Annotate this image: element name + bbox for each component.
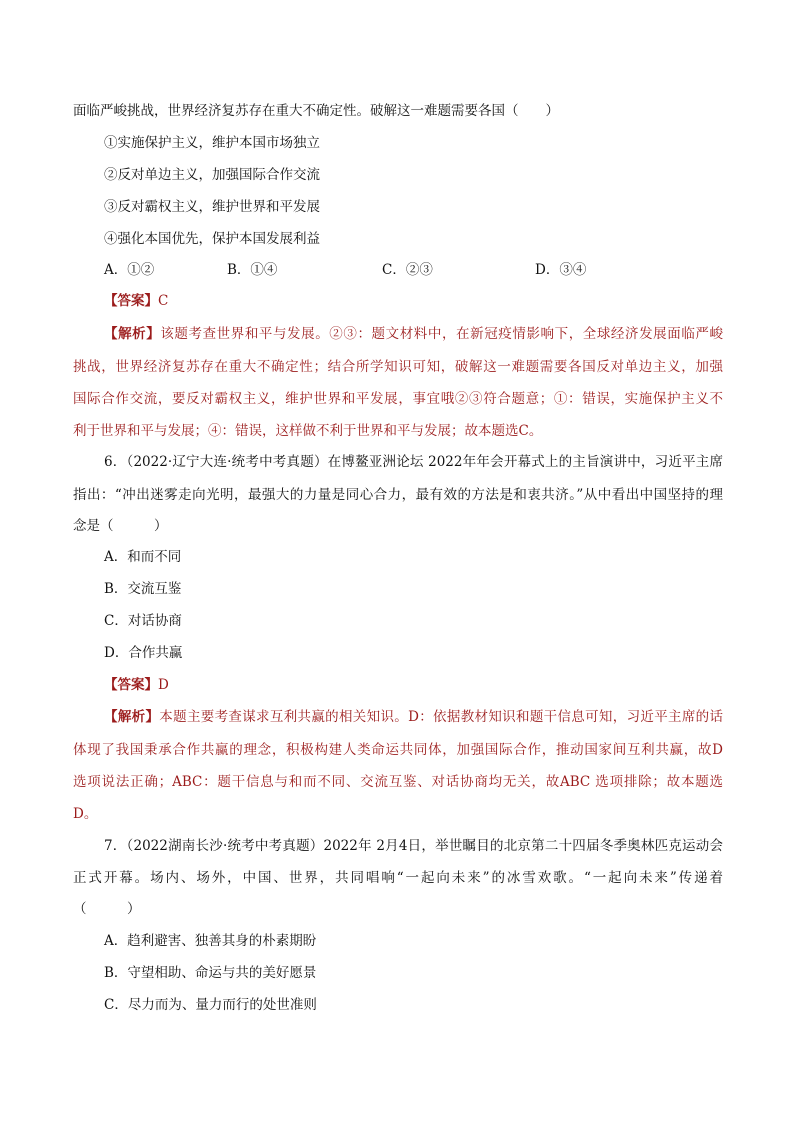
answer-tag: 【答案】 [104, 677, 158, 693]
q7-option-a: A．趋利避害、独善其身的朴素期盼 [104, 933, 317, 949]
q7-stem-line-1: 7．（2022湖南长沙·统考中考真题）2022年 2月4日，举世瞩目的北京第二十四届冬季奥林匹克运动会 [104, 838, 723, 854]
q7-stem-line-3: （ ） [73, 901, 141, 917]
q5-item-3: ③反对霸权主义，维护世界和平发展 [104, 199, 320, 215]
q7-stem-line-2: 正式开幕。场内、场外，中国、世界，共同唱响“一起向未来”的冰雪欢歌。“一起向未来”传递着 [73, 870, 723, 886]
q6-stem-line-1: 6．（2022·辽宁大连·统考中考真题）在博鳌亚洲论坛 2022年年会开幕式上的主旨演讲中，习近平主席 [104, 454, 723, 470]
answer-value: D [158, 677, 169, 693]
q5-item-2: ②反对单边主义，加强国际合作交流 [104, 167, 320, 183]
q6-option-b: B．交流互鉴 [104, 581, 182, 597]
q6-stem-line-2: 指出：“冲出迷雾走向光明，最强大的力量是同心合力，最有效的方法是和衷共济。”从中看出中国坚持的理 [73, 487, 723, 503]
q5-answer [104, 291, 168, 311]
q5-item-4: ④强化本国优先，保护本国发展利益 [104, 231, 320, 247]
q5-option-c: C．②③ [382, 262, 433, 278]
q6-analysis-line-4: D。 [73, 806, 98, 822]
q7-option-b: B．守望相助、命运与共的美好愿景 [104, 965, 317, 981]
q6-answer [104, 675, 169, 695]
analysis-tag: 【解析】 [104, 709, 160, 725]
q6-analysis-line-2: 体现了我国秉承合作共赢的理念，积极构建人类命运共同体，加强国际合作，推动国家间互利共赢，故D [73, 742, 723, 758]
q5-option-a: A．①② [104, 262, 155, 278]
q5-option-b: B．①④ [227, 262, 278, 278]
q6-option-d: D．合作共赢 [104, 645, 183, 661]
q6-analysis-line-3: 选项说法正确；ABC：题干信息与和而不同、交流互鉴、对话协商均无关，故ABC 选项排除；故本题选 [73, 774, 723, 790]
q5-analysis-line-4: 利于世界和平与发展；④：错误，这样做不利于世界和平与发展；故本题选C。 [73, 423, 543, 439]
analysis-tag: 【解析】 [104, 326, 161, 342]
answer-tag: 【答案】 [104, 293, 158, 309]
q5-item-1: ①实施保护主义，维护本国市场独立 [104, 135, 320, 151]
q5-option-d: D．③④ [535, 262, 587, 278]
q6-option-c: C．对话协商 [104, 613, 182, 629]
q5-analysis-line-2: 挑战，世界经济复苏存在重大不确定性；结合所学知识可知，破解这一难题需要各国反对单边主义，加强 [73, 359, 723, 375]
q5-analysis-line-3: 国际合作交流，要反对霸权主义，维护世界和平发展，事宜哦②③符合题意；①：错误，实施保护主义不 [73, 391, 723, 407]
q7-option-c: C．尽力而为、量力而行的处世准则 [104, 997, 317, 1013]
analysis-text: 该题考查世界和平与发展。②③：题文材料中，在新冠疫情影响下，全球经济发展面临严峻 [160, 326, 724, 342]
answer-value: C [158, 293, 169, 309]
q6-option-a: A．和而不同 [104, 549, 182, 565]
q6-analysis-line-1 [104, 707, 723, 727]
q5-stem-tail: 面临严峻挑战，世界经济复苏存在重大不确定性。破解这一难题需要各国（ ） [73, 103, 559, 119]
q6-stem-line-3: 念是（ ） [73, 518, 168, 534]
analysis-text: 本题主要考查谋求互利共赢的相关知识。D：依据教材知识和题干信息可知，习近平主席的话 [159, 709, 724, 725]
q5-analysis-line-1 [104, 324, 723, 344]
